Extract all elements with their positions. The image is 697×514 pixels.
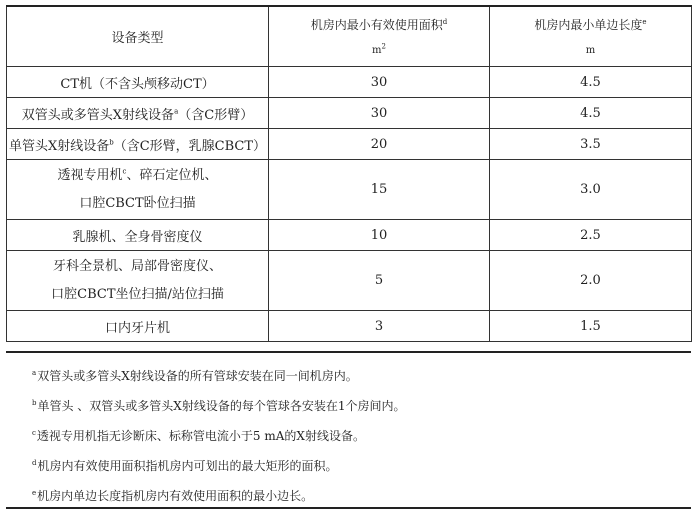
device-type-cell: 乳腺机、全身骨密度仪 [7, 220, 269, 251]
min-area-cell: 30 [269, 67, 490, 98]
device-type-cell: 单管头X射线设备$^b$（含C形臂，乳腺CBCT） [7, 129, 269, 160]
min-area-cell: 3 [269, 311, 490, 342]
min-area-cell: 30 [269, 98, 490, 129]
min-area-cell: 5 [269, 251, 490, 311]
footnote-c: $^c$透视专用机指无诊断床、标称管电流小于5 mA的X射线设备。 [32, 429, 365, 443]
footnote-mark: d [442, 18, 448, 26]
footnote-d: $^d$机房内有效使用面积指机房内可划出的最大矩形的面积。 [32, 459, 338, 473]
min-length-cell: 3.5 [490, 129, 692, 160]
footnote-mark: c [122, 167, 127, 176]
min-length-cell: 1.5 [490, 311, 692, 342]
footnote-mark: a [174, 107, 179, 116]
header-min-area-label: 机房内最小有效使用面积 [310, 18, 443, 32]
min-area-cell: 10 [269, 220, 490, 251]
device-type-cell: 口内牙片机 [7, 311, 269, 342]
device-type-cell: 双管头或多管头X射线设备$^a$（含C形臂） [7, 98, 269, 129]
table-row [7, 311, 692, 342]
footnotes [6, 351, 691, 509]
min-area-cell: 15 [269, 160, 490, 220]
header-device-type: 设备类型 [7, 6, 269, 67]
min-length-cell: 3.0 [490, 160, 692, 220]
min-length-cell: 2.0 [490, 251, 692, 311]
header-min-length [490, 6, 692, 67]
min-area-cell: 20 [269, 129, 490, 160]
unit-exponent: 2 [381, 42, 386, 51]
min-length-cell: 2.5 [490, 220, 692, 251]
footnote-mark: b [109, 138, 114, 147]
table-header-row [7, 6, 692, 67]
table-row [7, 160, 692, 220]
device-type-cell: 透视专用机$^c$、碎石定位机、 口腔CBCT卧位扫描 [7, 160, 269, 220]
table-row [7, 251, 692, 311]
footnote-mark: e [642, 18, 647, 26]
min-length-cell: 4.5 [490, 67, 692, 98]
header-min-area [269, 6, 490, 67]
device-type-cell: CT机（不含头颅移动CT） [7, 67, 269, 98]
table-row [7, 98, 692, 129]
min-length-cell: 4.5 [490, 98, 692, 129]
unit-label: m [585, 45, 596, 56]
footnote-e: $^e$机房内单边长度指机房内有效使用面积的最小边长。 [32, 489, 314, 503]
footnote-a: $^a$双管头或多管头X射线设备的所有管球安装在同一间机房内。 [32, 369, 358, 383]
header-min-length-label: 机房内最小单边长度 [534, 18, 643, 32]
device-type-cell: 牙科全景机、局部骨密度仪、 口腔CBCT坐位扫描/站位扫描 [7, 251, 269, 311]
room-requirements-table [6, 5, 692, 342]
table-row [7, 67, 692, 98]
table-row [7, 220, 692, 251]
unit-label: m [372, 45, 382, 56]
table-row [7, 129, 692, 160]
footnote-b: $^b$单管头 、双管头或多管头X射线设备的每个管球各安装在1个房间内。 [32, 399, 406, 413]
